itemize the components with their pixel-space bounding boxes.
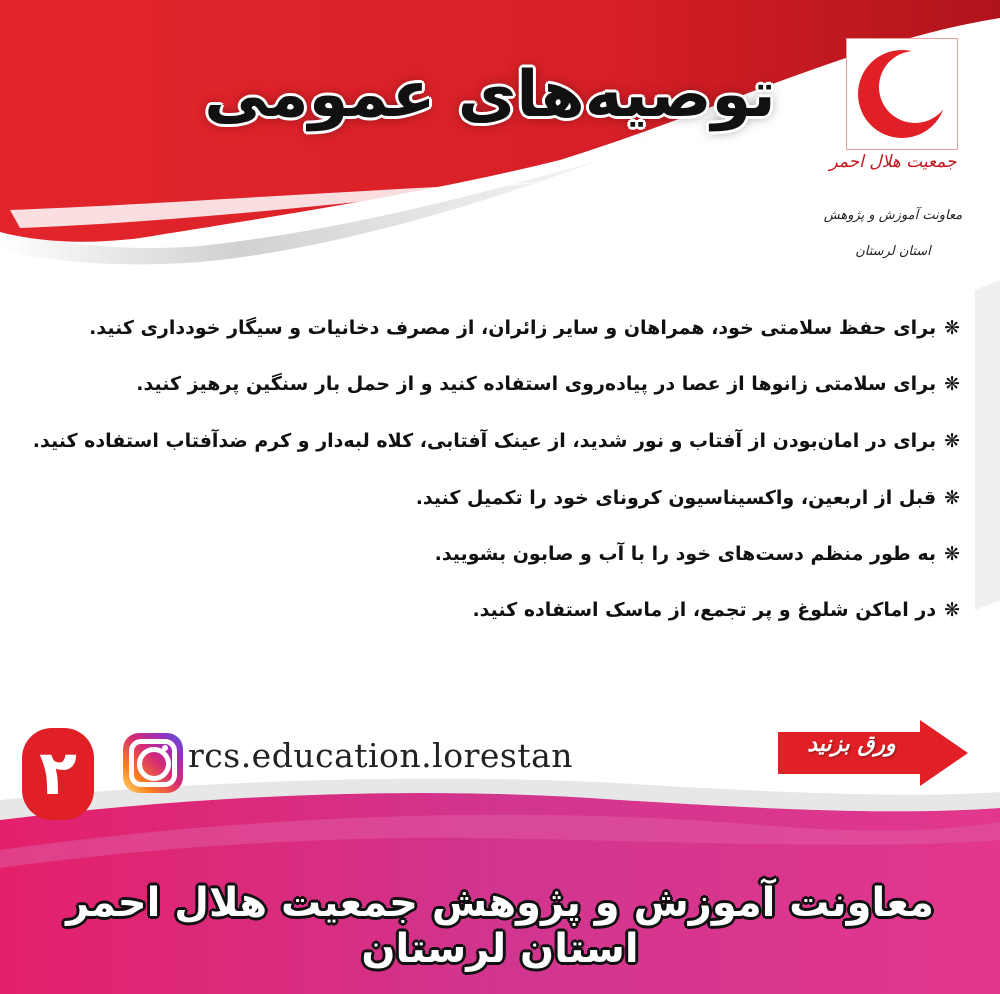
- bullet-star-icon: ❋: [944, 487, 960, 509]
- page-number-badge: ۲: [22, 728, 94, 820]
- org-name: جمعیت هلال احمر: [829, 152, 957, 172]
- swipe-next-label[interactable]: ورق بزنید: [807, 732, 896, 757]
- bullet-star-icon: ❋: [944, 317, 960, 339]
- org-department: معاونت آموزش و پژوهش: [823, 208, 963, 223]
- list-item: ❋برای در امان‌بودن از آفتاب و نور شدید، از عینک آفتابی، کلاه لبه‌دار و کرم ضدآفتاب استفاده کنید.: [32, 430, 960, 452]
- instagram-handle[interactable]: rcs.education.lorestan: [188, 736, 574, 775]
- list-item: ❋برای حفظ سلامتی خود، همراهان و سایر زائران، از مصرف دخانیات و سیگار خودداری کنید.: [89, 317, 960, 339]
- red-crescent-logo: [846, 38, 958, 150]
- org-province: استان لرستان: [855, 244, 931, 259]
- bullet-star-icon: ❋: [944, 373, 960, 395]
- list-item: ❋در اماکن شلوغ و پر تجمع، از ماسک استفاده کنید.: [472, 599, 960, 621]
- bullet-star-icon: ❋: [944, 599, 960, 621]
- list-item: ❋برای سلامتی زانوها از عصا در پیاده‌روی استفاده کنید و از حمل بار سنگین پرهیز کنید.: [136, 373, 960, 395]
- page-title: توصیه‌های عمومی: [204, 58, 776, 132]
- instagram-icon[interactable]: [123, 733, 183, 793]
- bullet-star-icon: ❋: [944, 430, 960, 452]
- bullet-star-icon: ❋: [944, 543, 960, 565]
- list-item: ❋به طور منظم دست‌های خود را با آب و صابون بشویید.: [434, 543, 960, 565]
- list-item: ❋قبل از اربعین، واکسیناسیون کرونای خود را تکمیل کنید.: [415, 487, 960, 509]
- footer-banner-text: معاونت آموزش و پژوهش جمعیت هلال احمر استان لرستان: [66, 880, 934, 972]
- recommendations-list: [30, 300, 960, 638]
